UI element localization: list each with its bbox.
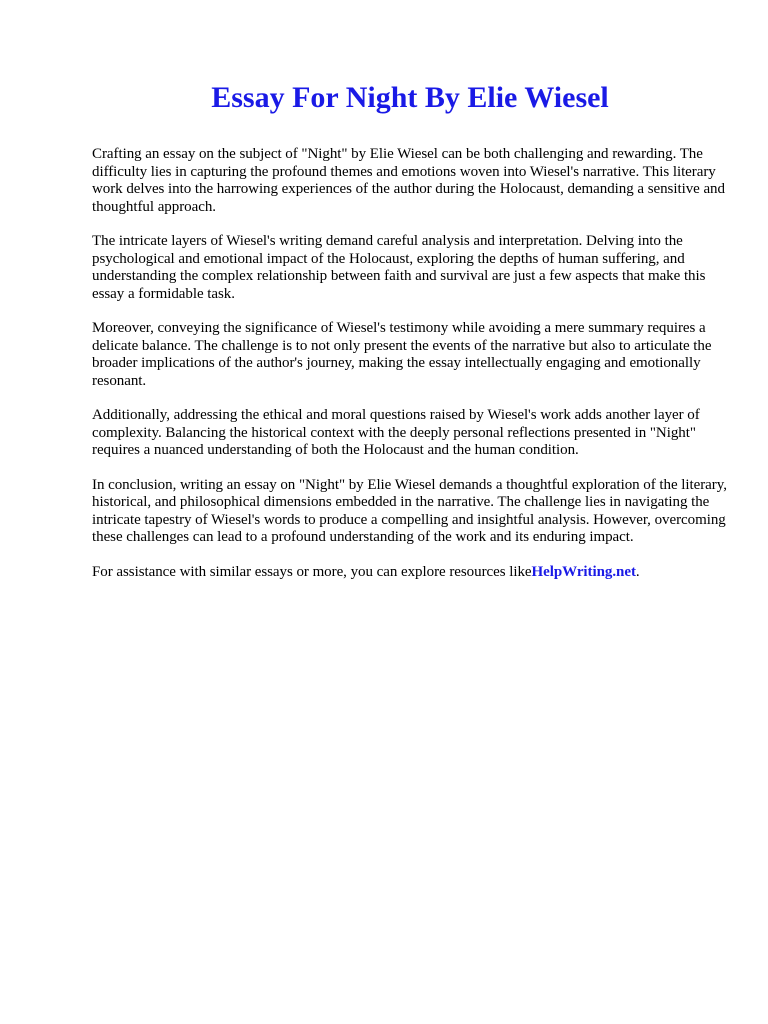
closing-text: For assistance with similar essays or more, you can explore resources like (92, 563, 532, 580)
paragraph-2: The intricate layers of Wiesel's writing demand careful analysis and interpretation. Delving into the psychological and emotional impact of the Holocaust, exploring the depths of human suffering, and understanding the complex relationship between faith and survival are just a few aspects that make this essay a formidable task. (92, 233, 706, 302)
paragraph-3: Moreover, conveying the significance of Wiesel's testimony while avoiding a mere summary requires a delicate balance. The challenge is to not only present the events of the narrative but also to articulate the broader implications of the author's journey, making the essay intellectually engaging and emotionally resonant. (92, 320, 712, 389)
page-title: Essay For Night By Elie Wiesel (211, 81, 609, 114)
closing-paragraph (92, 564, 728, 582)
paragraph-5: In conclusion, writing an essay on "Night" by Elie Wiesel demands a thoughtful exploration of the literary, historical, and philosophical dimensions embedded in the narrative. The challenge lies in navigating the intricate tapestry of Wiesel's words to produce a compelling and insightful analysis. However, overcoming these challenges can lead to a profound understanding of the work and its enduring impact. (92, 476, 727, 545)
helpwriting-link[interactable]: HelpWriting.net (531, 563, 636, 580)
essay-body (92, 146, 728, 598)
paragraph-4: Additionally, addressing the ethical and moral questions raised by Wiesel's work adds another layer of complexity. Balancing the historical context with the deeply personal reflections presented in "Night" requires a nuanced understanding of both the Holocaust and the human condition. (92, 407, 700, 458)
paragraph-1: Crafting an essay on the subject of "Night" by Elie Wiesel can be both challenging and rewarding. The difficulty lies in capturing the profound themes and emotions woven into Wiesel's narrative. This literary work delves into the harrowing experiences of the author during the Holocaust, demanding a sensitive and thoughtful approach. (92, 146, 725, 215)
closing-suffix: . (635, 563, 640, 580)
